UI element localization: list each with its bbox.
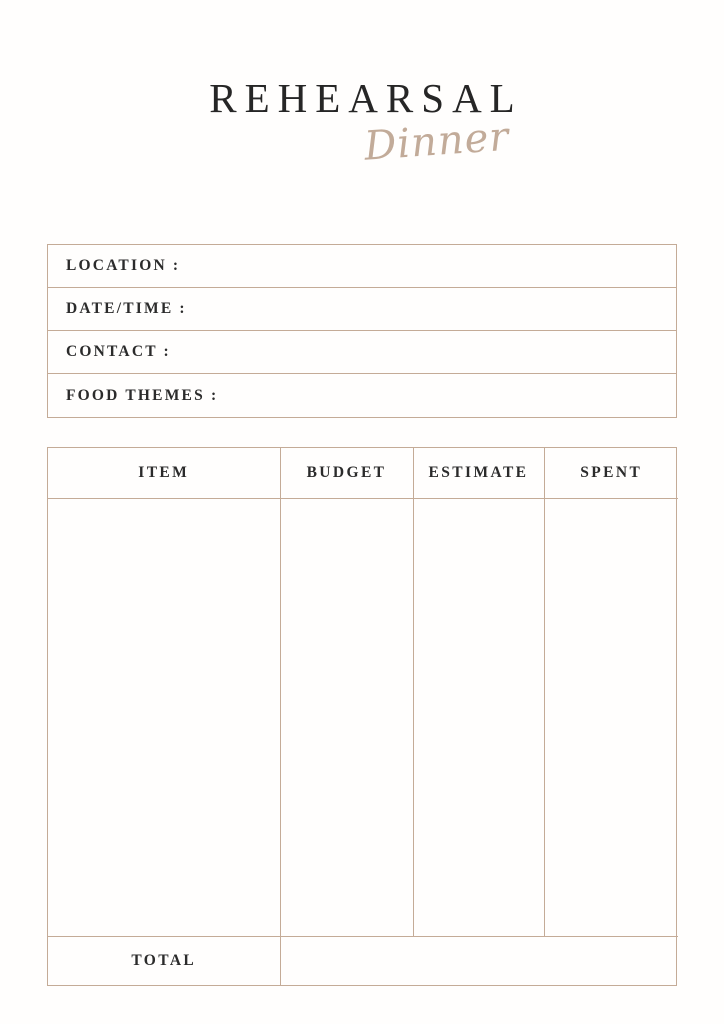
title-script-text: Dinner bbox=[362, 113, 511, 170]
info-fields-block bbox=[47, 244, 677, 418]
cell-estimate-entries[interactable] bbox=[413, 499, 544, 937]
budget-table bbox=[48, 448, 678, 985]
total-value-area[interactable] bbox=[280, 937, 678, 986]
page-title bbox=[0, 75, 724, 170]
total-label: TOTAL bbox=[131, 952, 197, 969]
title-main-text: REHEARSAL bbox=[209, 75, 523, 121]
table-total-row bbox=[48, 937, 678, 986]
table-row bbox=[48, 499, 678, 937]
info-label-food-themes: FOOD THEMES : bbox=[66, 386, 219, 404]
column-header-item: ITEM bbox=[48, 448, 280, 499]
cell-spent-entries[interactable] bbox=[544, 499, 678, 937]
info-label-contact: CONTACT : bbox=[66, 343, 171, 360]
info-row-datetime[interactable] bbox=[48, 288, 676, 331]
budget-table-block bbox=[47, 447, 677, 986]
column-header-budget: BUDGET bbox=[280, 448, 413, 499]
info-row-food-themes[interactable] bbox=[48, 374, 676, 417]
cell-budget-entries[interactable] bbox=[280, 499, 413, 937]
table-header-row bbox=[48, 448, 678, 499]
info-label-datetime: DATE/TIME : bbox=[66, 300, 187, 317]
info-row-location[interactable] bbox=[48, 245, 676, 288]
cell-item-entries[interactable] bbox=[48, 499, 280, 937]
info-row-contact[interactable] bbox=[48, 331, 676, 374]
column-header-spent: SPENT bbox=[544, 448, 678, 499]
column-header-estimate: ESTIMATE bbox=[413, 448, 544, 499]
info-label-location: LOCATION : bbox=[66, 257, 181, 274]
